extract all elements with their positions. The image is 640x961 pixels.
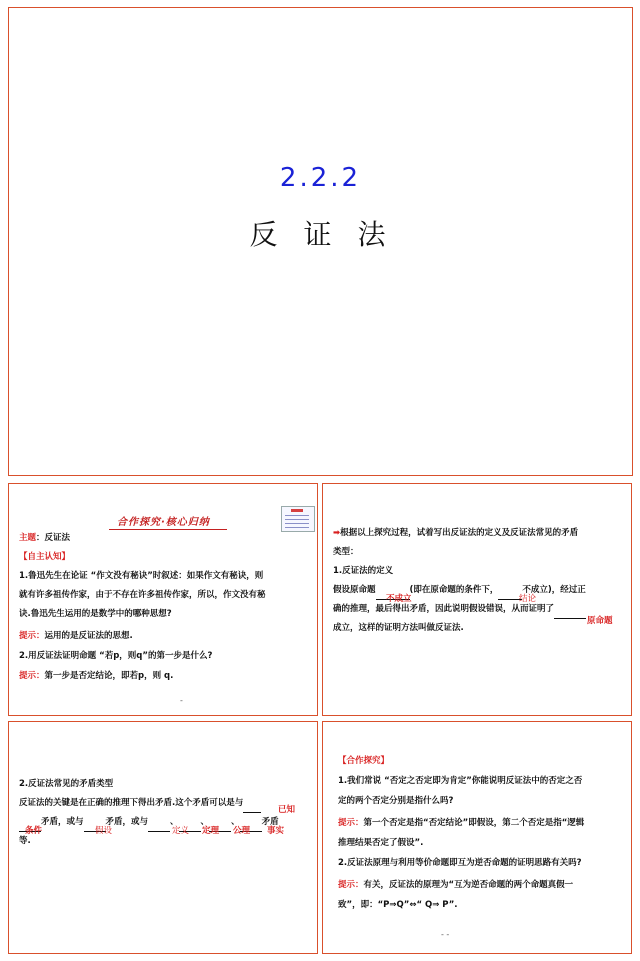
cooperative-inquiry-slide <box>322 721 632 954</box>
definition-line-3: 成立，这样的证明方法叫做反证法. <box>333 623 464 633</box>
answer-2-line-2: 致”，即：“P⇒Q”⇔“ Q⇒ P”. <box>338 900 458 910</box>
answer-2-line-1: 提示：有关，反证法的原理为“互为逆否命题的两个命题真假一 <box>338 880 574 890</box>
intro-line-2: 类型： <box>333 547 359 557</box>
answer-2: 提示：第一步是否定结论，即若p，则 q. <box>19 671 174 681</box>
answer-original: 原命题 <box>587 616 613 626</box>
answer-not-hold: 不成立 <box>386 594 412 604</box>
question-1-line-1: 1.鲁迅先生在论证 “作文没有秘诀”时叙述：如果作文有秘诀，则 <box>19 571 264 581</box>
question-1-line-2: 就有许多祖传作家，由于不存在许多祖传作家，所以，作文没有秘 <box>19 590 266 600</box>
types-line-1: 反证法的关键是在正确的推理下得出矛盾.这个矛盾可以是与 <box>19 794 261 813</box>
title-slide <box>8 7 633 476</box>
banner-underline <box>109 529 227 530</box>
question-1-line-3: 诀.鲁迅先生运用的是数学中的哪种思想? <box>19 609 172 619</box>
self-study-slide <box>8 483 318 716</box>
definition-heading: 1.反证法的定义 <box>333 566 394 576</box>
answer-theorem: 定理 <box>202 826 220 836</box>
slide-title: 反证法 <box>249 218 412 251</box>
topic-value: 反证法 <box>44 533 71 543</box>
answer-definition: 定义 <box>172 826 190 836</box>
answer-conclusion: 结论 <box>519 594 537 604</box>
blank-3 <box>554 608 586 619</box>
answer-assumption: 假设 <box>95 826 113 836</box>
banner-title: 合作探究·核心归纳 <box>117 517 210 528</box>
answer-known: 已知 <box>278 805 296 815</box>
question-2: 2.用反证法证明命题 “若p，则q”的第一步是什么? <box>19 651 213 661</box>
answer-1-line-2: 推理结果否定了假设”. <box>338 838 424 848</box>
topic-label: 主题 <box>19 533 37 543</box>
hint-label: 提示： <box>338 880 364 890</box>
answer-1: 提示：运用的是反证法的思想. <box>19 631 133 641</box>
types-heading: 2.反证法常见的矛盾类型 <box>19 779 114 789</box>
hint-label: 提示： <box>19 671 45 681</box>
slide-footer: - - <box>441 930 450 939</box>
contradiction-types-slide <box>8 721 318 954</box>
blank-known <box>243 802 261 813</box>
question-2: 2.反证法原理与利用等价命题即互为逆否命题的证明思路有关吗? <box>338 858 582 868</box>
intro-line-1: ➡根据以上探究过程，试着写出反证法的定义及反证法常见的矛盾 <box>333 528 579 538</box>
types-line-3: 等. <box>19 836 31 846</box>
answer-1-line-1: 提示：第一个否定是指“否定结论”即假设，第二个否定是指“逻辑 <box>338 818 585 828</box>
answer-fact: 事实 <box>267 826 285 836</box>
hint-label: 提示： <box>19 631 45 641</box>
topic-line: 主题：反证法 <box>19 533 71 543</box>
answer-axiom: 公理 <box>233 826 251 836</box>
thumbnail-icon <box>281 506 315 532</box>
answer-condition: 条件 <box>25 826 43 836</box>
blank-def <box>148 821 170 832</box>
definition-line-1: 假设原命题 (即在原命题的条件下， 不成立)，经过正 <box>333 581 586 600</box>
hint-label: 提示： <box>338 818 364 828</box>
definition-slide <box>322 483 632 716</box>
definition-line-2: 确的推理，最后得出矛盾，因此说明假设错误，从而证明了 <box>333 600 586 619</box>
types-line-2: 矛盾，或与 矛盾，或与 、 、 、 矛盾 <box>19 813 279 832</box>
section-number: 2.2.2 <box>279 163 362 193</box>
slide-footer: - <box>180 696 183 705</box>
section-heading: 【合作探究】 <box>338 756 390 766</box>
section-heading: 【自主认知】 <box>19 552 71 562</box>
question-1-line-2: 定的两个否定分别是指什么吗? <box>338 796 454 806</box>
arrow-icon: ➡ <box>333 528 341 538</box>
question-1-line-1: 1.我们常说 “否定之否定即为肯定”你能说明反证法中的否定之否 <box>338 776 583 786</box>
